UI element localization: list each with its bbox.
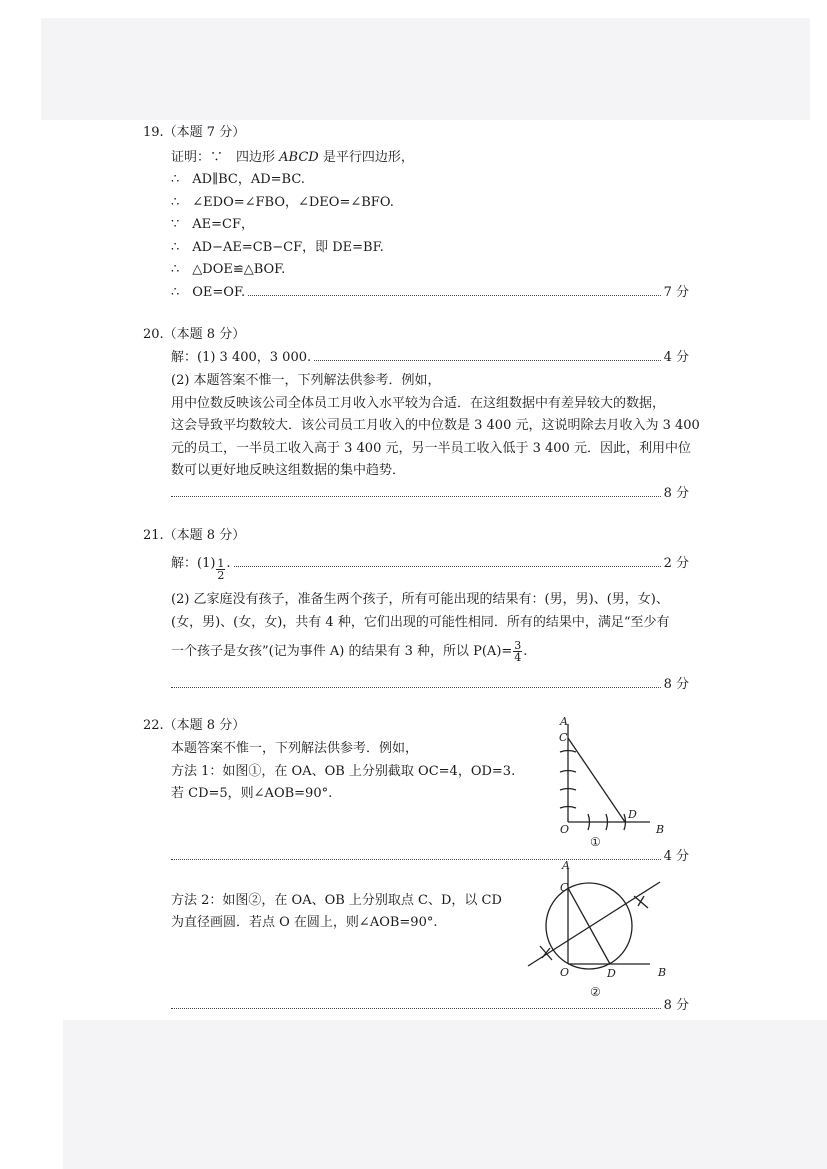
- figure-2-diagram: [522, 860, 672, 1002]
- q19-line-4: ∵ AE=CF，: [171, 217, 255, 232]
- fig2-cross-mark-1: [634, 896, 648, 908]
- fig2-perpendicular-bisector: [528, 882, 660, 966]
- q20-line-6: 数可以更好地反映这组数据的集中趋势．: [171, 463, 406, 478]
- q19-header: 19.（本题 7 分）: [143, 125, 246, 140]
- fig1-label-d: D: [628, 808, 637, 821]
- q20-score-line-2: [171, 486, 689, 502]
- q20-score-1: 4 分: [663, 350, 689, 365]
- fig2-label-d: D: [607, 967, 616, 980]
- q21-line-3: (女，男)、(女，女)，共有 4 种，它们出现的可能性相同．所有的结果中，满足“至少有: [171, 615, 670, 630]
- q19-line-1-prefix: 证明：∵ 四边形: [171, 150, 280, 165]
- fig1-caption: ①: [590, 835, 601, 849]
- q20-header: 20.（本题 8 分）: [143, 327, 246, 342]
- q19-line-6: ∴ △DOE≌△BOF.: [171, 262, 286, 277]
- q21-fraction-1-den: 2: [217, 569, 225, 582]
- q21-line-1-prefix: 解：(1): [171, 556, 216, 571]
- figure-1-diagram: [550, 712, 680, 854]
- q19-score: 7 分: [663, 285, 689, 300]
- q22-header: 22.（本题 8 分）: [143, 718, 246, 733]
- q22-score-1: 4 分: [663, 849, 689, 864]
- q21-line-4-suffix: .: [523, 644, 528, 659]
- q21-fraction-2: [513, 640, 522, 663]
- q21-line-2: (2) 乙家庭没有孩子，准备生两个孩子，所有可能出现的结果有：(男，男)、(男，女)、: [171, 592, 669, 607]
- q19-score-line: [171, 285, 689, 301]
- q19-line-3: ∴ ∠EDO=∠FBO，∠DEO=∠BFO.: [171, 195, 394, 210]
- q20-score-2: 8 分: [663, 486, 689, 501]
- q19-line-1-var: ABCD: [279, 150, 319, 165]
- fig2-label-b: B: [658, 966, 667, 979]
- q19-line-7: ∴ OE=OF.: [171, 285, 246, 300]
- q21-fraction-1-num: 1: [217, 557, 225, 570]
- leader-dots: [171, 486, 661, 497]
- fig1-label-c: C: [559, 731, 568, 744]
- fig2-label-o: O: [560, 966, 570, 979]
- q22-method2-line-2: 为直径画圆．若点 O 在圆上，则∠AOB=90°.: [171, 915, 438, 930]
- leader-dots: [171, 677, 661, 688]
- fig2-label-c: C: [560, 881, 569, 894]
- fig2-caption: ②: [590, 985, 601, 999]
- q20-line-4: 这会导致平均数较大．该公司员工月收入的中位数是 3 400 元，这说明除去月收入为 3 400: [171, 418, 700, 433]
- q21-fraction-2-den: 4: [514, 651, 522, 664]
- q20-line-3: 用中位数反映该公司全体员工月收入水平较为合适．在这组数据中有差异较大的数据，: [171, 396, 666, 411]
- leader-dots: [314, 350, 660, 361]
- q20-score-line-1: [171, 350, 689, 366]
- q21-score-1: 2 分: [663, 556, 689, 571]
- fig1-segment-cd: [568, 738, 625, 822]
- q21-fraction-1: [216, 558, 225, 581]
- q21-line-4-prefix: 一个孩子是女孩”(记为事件 A) 的结果有 3 种，所以 P(A)=: [171, 644, 513, 659]
- q21-line-4: [171, 640, 527, 663]
- q20-line-2: (2) 本题答案不惟一，下列解法供参考．例如，: [171, 373, 441, 388]
- q22-score-2: 8 分: [663, 998, 689, 1013]
- q22-line-1: 本题答案不惟一，下列解法供参考．例如，: [171, 741, 419, 756]
- fig1-label-a: A: [560, 715, 568, 728]
- q21-line-1-suffix: .: [226, 556, 231, 571]
- q21-score-2: 8 分: [663, 677, 689, 692]
- q21-score-line-1: [171, 556, 689, 581]
- q21-fraction-2-num: 3: [514, 639, 522, 652]
- q21-score-line-2: [171, 677, 689, 693]
- q20-line-5: 元的员工，一半员工收入高于 3 400 元，另一半员工收入低于 3 400 元．因此，利用中位: [171, 441, 691, 456]
- fig1-label-b: B: [656, 823, 665, 836]
- fig2-segment-cd: [568, 888, 610, 964]
- q19-line-5: ∴ AD−AE=CB−CF，即 DE=BF.: [171, 240, 384, 255]
- q22-method1-line-1: 方法 1：如图①，在 OA、OB 上分别截取 OC=4，OD=3.: [171, 764, 516, 779]
- leader-dots: [248, 285, 660, 296]
- q20-line-1: 解：(1) 3 400，3 000.: [171, 350, 312, 365]
- fig1-label-o: O: [560, 823, 570, 836]
- q22-method2-line-1: 方法 2：如图②，在 OA、OB 上分别取点 C、D，以 CD: [171, 893, 502, 908]
- q19-line-1-suffix: 是平行四边形，: [318, 150, 414, 165]
- leader-dots: [234, 556, 661, 567]
- q19-line-1: [171, 150, 414, 166]
- q19-line-2: ∴ AD∥BC，AD=BC.: [171, 172, 305, 187]
- q22-method1-line-2: 若 CD=5，则∠AOB=90°.: [171, 786, 333, 801]
- q21-header: 21.（本题 8 分）: [143, 528, 246, 543]
- fig2-label-a: A: [562, 860, 570, 872]
